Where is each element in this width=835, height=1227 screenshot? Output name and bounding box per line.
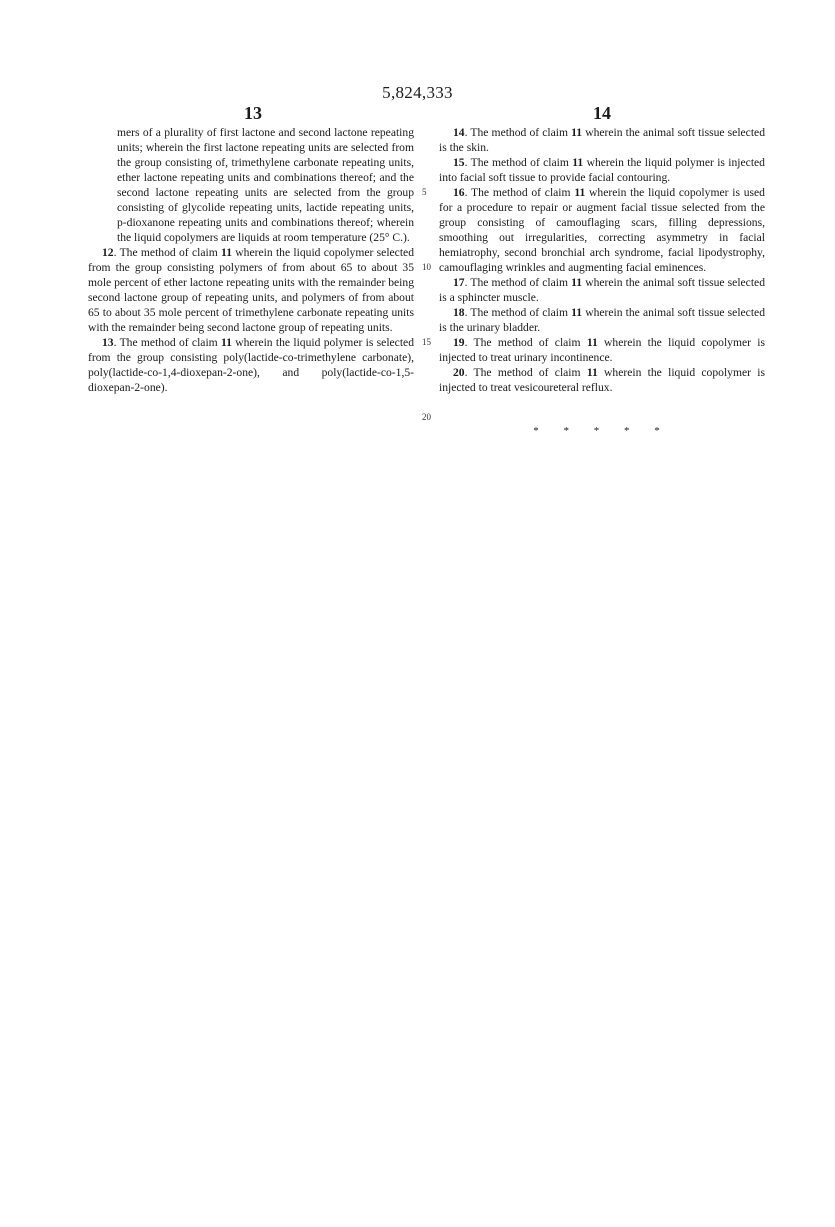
claim-ref: 11 — [571, 306, 583, 319]
claim-ref: 11 — [221, 246, 232, 259]
claim-text: . The method of claim — [113, 336, 221, 349]
claim-ref: 11 — [220, 336, 232, 349]
claim-body: wherein the liquid polymer is injected into facial soft tissue to provide facial contouring. — [439, 156, 765, 184]
claim-body: wherein the liquid copolymer is injected to treat vesicoureteral reflux. — [439, 366, 765, 394]
claim-text: . The method of claim — [464, 126, 572, 139]
claim-body: wherein the liquid polymer is selected from the group consisting poly(lactide-co-trimethylene carbonate), poly(lactide-co-1,4-dioxepan-2-one), and poly(lactide-co-1,5-dioxepan-2-one). — [88, 336, 414, 394]
claim-number: 17 — [453, 276, 465, 289]
line-number-20: 20 — [422, 412, 431, 422]
claim-13 — [88, 335, 414, 395]
claim-body: wherein the animal soft tissue selected is the skin. — [439, 126, 765, 154]
claim-text: . The method of claim — [464, 366, 587, 379]
patent-number: 5,824,333 — [382, 83, 453, 102]
column-number-left: 13 — [244, 103, 262, 123]
claim-body: wherein the animal soft tissue selected is the urinary bladder. — [439, 306, 765, 334]
claim-number: 16 — [453, 186, 465, 199]
claim-15 — [439, 155, 765, 185]
claim-20 — [439, 365, 765, 395]
claim-text: . The method of claim — [464, 306, 572, 319]
claim-11-continuation: mers of a plurality of first lactone and second lactone repeating units; wherein the first lactone repeating units are selected from the group consisting of, trimethylene carbonate repeating units, ether lactone repeating units and combinations thereof; and the second lactone repeating units are selected from the group consisting of glycolide repeating units, lactide repeating units, p-dioxanone repeating units and combinations thereof; wherein the liquid copolymers are liquids at room temperature (25° C.). — [117, 126, 414, 244]
claim-18 — [439, 305, 765, 335]
right-column — [439, 125, 765, 395]
claim-text: . The method of claim — [464, 336, 587, 349]
claim-ref: 11 — [586, 366, 598, 379]
claim-number: 14 — [453, 126, 465, 139]
claim-number: 18 — [453, 306, 465, 319]
left-column — [88, 125, 414, 395]
column-number-right: 14 — [593, 103, 611, 123]
claim-number: 15 — [453, 156, 465, 169]
claim-body: wherein the liquid copolymer is used for a procedure to repair or augment facial tissue selected from the group consisting of camouflaging scars, filling depressions, smoothing out irregularities, correcting asymmetry in facial hemiatrophy, second bronchial arch syndrome, facial lipodystrophy, camouflaging wrinkles and augmenting facial eminences. — [439, 186, 765, 274]
claim-number: 12 — [102, 246, 114, 259]
claim-body: wherein the animal soft tissue selected is a sphincter muscle. — [439, 276, 765, 304]
claim-19 — [439, 335, 765, 365]
claim-16 — [439, 185, 765, 275]
claim-text: . The method of claim — [464, 276, 572, 289]
line-number-10: 10 — [422, 262, 431, 272]
claim-body: wherein the liquid copolymer selected from the group consisting polymers of from about 65 to about 35 mole percent of ether lactone repeating units with the remainder being second lactone group of repeating units, and polymers of from about 65 to about 35 mole percent of trimethylene carbonate repeating units with the remainder being second lactone group of repeating units. — [88, 246, 414, 334]
claim-number: 19 — [453, 336, 465, 349]
claim-ref: 11 — [571, 276, 583, 289]
line-number-5: 5 — [422, 187, 427, 197]
claim-text: . The method of claim — [464, 186, 575, 199]
claim-body: wherein the liquid copolymer is injected to treat urinary incontinence. — [439, 336, 765, 364]
claim-ref: 11 — [572, 156, 584, 169]
claim-text: . The method of claim — [464, 156, 573, 169]
end-of-document-marks: * * * * * — [533, 425, 671, 437]
claim-ref: 11 — [574, 186, 586, 199]
line-number-15: 15 — [422, 337, 431, 347]
claim-number: 20 — [453, 366, 465, 379]
claim-number: 13 — [102, 336, 114, 349]
claim-12 — [88, 245, 414, 335]
claim-14 — [439, 125, 765, 155]
claim-17 — [439, 275, 765, 305]
claim-ref: 11 — [586, 336, 598, 349]
claim-ref: 11 — [571, 126, 583, 139]
claim-text: . The method of claim — [113, 246, 222, 259]
